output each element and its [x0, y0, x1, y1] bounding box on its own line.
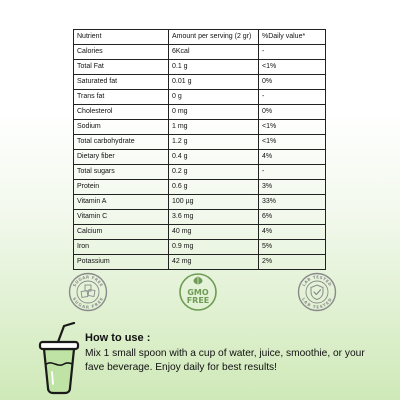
nutrient-name: Total carbohydrate [74, 135, 169, 150]
sugar-free-top-text: SUGAR FREE [71, 274, 105, 288]
nutrition-table [73, 29, 326, 270]
sugar-free-bottom-text: SUGAR FREE [71, 296, 105, 310]
nutrient-name: Vitamin A [74, 195, 169, 210]
table-row [74, 120, 326, 135]
nutrient-amount: 3.6 mg [169, 210, 259, 225]
nutrient-name: Vitamin C [74, 210, 169, 225]
nutrient-name: Protein [74, 180, 169, 195]
nutrient-name: Iron [74, 240, 169, 255]
nutrient-name: Calories [74, 45, 169, 60]
how-to-use-title: How to use : [85, 332, 151, 344]
check-shield-icon [311, 285, 323, 300]
table-row [74, 210, 326, 225]
nutrient-amount: 6Kcal [169, 45, 259, 60]
nutrient-amount: 1.2 g [169, 135, 259, 150]
nutrient-name: Trans fat [74, 90, 169, 105]
nutrient-amount: 0 g [169, 90, 259, 105]
nutrient-daily-value: - [259, 165, 326, 180]
nutrient-daily-value: <1% [259, 120, 326, 135]
table-row [74, 150, 326, 165]
nutrient-daily-value: 2% [259, 255, 326, 270]
nutrient-name: Calcium [74, 225, 169, 240]
sugar-free-badge [68, 272, 108, 312]
gmo-free-line2: FREE [186, 296, 210, 305]
table-row [74, 225, 326, 240]
nutrient-daily-value: 0% [259, 105, 326, 120]
nutrient-name: Cholesterol [74, 105, 169, 120]
nutrient-amount: 0.2 g [169, 165, 259, 180]
nutrient-amount: 0.1 g [169, 60, 259, 75]
nutrient-name: Dietary fiber [74, 150, 169, 165]
nutrient-amount: 0.01 g [169, 75, 259, 90]
table-row [74, 165, 326, 180]
nutrient-amount: 100 µg [169, 195, 259, 210]
nutrient-amount: 0.9 mg [169, 240, 259, 255]
how-to-use-section [85, 332, 385, 375]
table-row [74, 180, 326, 195]
lab-tested-top-text: LAB TESTED [301, 274, 333, 288]
nutrient-daily-value: 3% [259, 180, 326, 195]
table-header-row [74, 30, 326, 45]
nutrient-amount: 0.6 g [169, 180, 259, 195]
nutrient-name: Total sugars [74, 165, 169, 180]
nutrient-daily-value: 4% [259, 150, 326, 165]
table-row [74, 45, 326, 60]
table-row [74, 255, 326, 270]
nutrient-amount: 1 mg [169, 120, 259, 135]
nutrient-amount: 42 mg [169, 255, 259, 270]
nutrient-daily-value: 4% [259, 225, 326, 240]
nutrient-name: Potassium [74, 255, 169, 270]
nutrient-name: Sodium [74, 120, 169, 135]
lab-tested-badge [297, 272, 337, 312]
table-row [74, 195, 326, 210]
nutrient-daily-value: 5% [259, 240, 326, 255]
nutrient-daily-value: - [259, 90, 326, 105]
leaf-icon [194, 277, 203, 285]
table-row [74, 240, 326, 255]
nutrient-daily-value: - [259, 45, 326, 60]
sugar-cubes-icon [81, 285, 95, 297]
table-row [74, 75, 326, 90]
nutrient-daily-value: 0% [259, 75, 326, 90]
drink-cup-icon [30, 322, 88, 396]
column-header-amount: Amount per serving (2 gr) [169, 30, 259, 45]
column-header-daily-value: %Daily value* [259, 30, 326, 45]
table-row [74, 90, 326, 105]
nutrient-daily-value: 6% [259, 210, 326, 225]
nutrient-name: Saturated fat [74, 75, 169, 90]
nutrient-daily-value: <1% [259, 60, 326, 75]
lab-tested-bottom-text: LAB TESTED [301, 296, 333, 310]
how-to-use-instructions: Mix 1 small spoon with a cup of water, juice, smoothie, or your fave beverage. Enjoy daily for best results! [85, 348, 365, 373]
nutrient-daily-value: <1% [259, 135, 326, 150]
table-row [74, 105, 326, 120]
column-header-nutrient: Nutrient [74, 30, 169, 45]
nutrient-name: Total Fat [74, 60, 169, 75]
nutrient-amount: 40 mg [169, 225, 259, 240]
gmo-free-badge [178, 272, 218, 312]
nutrient-amount: 0.4 g [169, 150, 259, 165]
table-row [74, 135, 326, 150]
nutrient-amount: 0 mg [169, 105, 259, 120]
table-row [74, 60, 326, 75]
gmo-free-line1: GMO [187, 288, 209, 297]
nutrient-daily-value: 33% [259, 195, 326, 210]
